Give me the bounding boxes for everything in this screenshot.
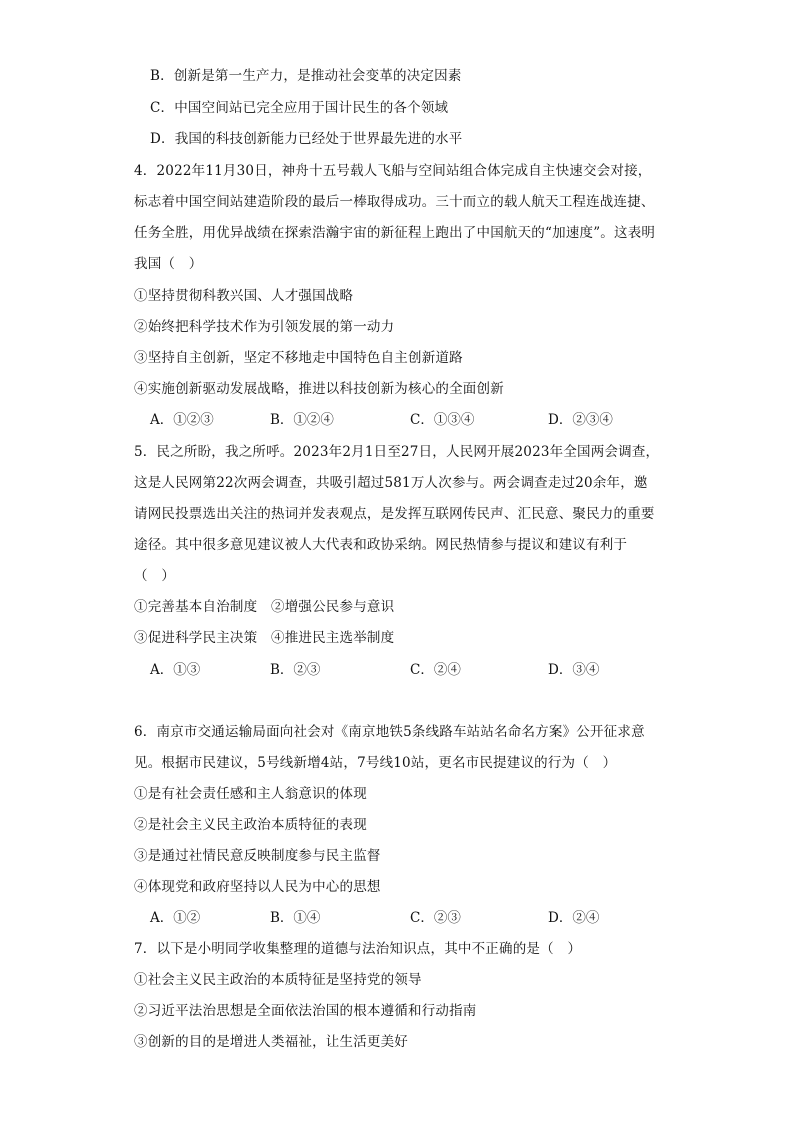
q5-statement-2: ③促进科学民主决策 ④推进民主选举制度	[134, 630, 395, 646]
q5-stem-line-3: 请网民投票选出关注的热词并发表观点，是发挥互联网传民声、汇民意、聚民力的重要	[134, 506, 655, 522]
q5-choice-a[interactable]: A．①③	[150, 662, 201, 678]
q5-choice-b[interactable]: B．②③	[270, 662, 321, 678]
q3-option-b: B．创新是第一生产力，是推动社会变革的决定因素	[150, 68, 462, 84]
q4-stem-line-2: 标志着中国空间站建造阶段的最后一棒取得成功。三十而立的载人航天工程连战连捷、	[134, 194, 655, 210]
q5-statement-1: ①完善基本自治制度 ②增强公民参与意识	[134, 599, 395, 615]
q6-stem-line-2: 见。根据市民建议，5号线新增4站，7号线10站，更名市民提建议的行为（ ）	[134, 755, 617, 771]
q6-choice-b[interactable]: B．①④	[270, 910, 321, 926]
q5-choice-d[interactable]: D．③④	[548, 662, 600, 678]
q5-stem-line-1: 5．民之所盼，我之所呼。2023年2月1日至27日，人民网开展2023年全国两会调查，	[134, 444, 660, 460]
q4-choice-c[interactable]: C．①③④	[410, 412, 475, 428]
q6-choice-a[interactable]: A．①②	[150, 910, 201, 926]
q5-stem-line-5: （ ）	[134, 568, 176, 584]
q7-statement-2: ②习近平法治思想是全面依法治国的根本遵循和行动指南	[134, 1003, 477, 1019]
q6-statement-1: ①是有社会责任感和主人翁意识的体现	[134, 786, 367, 802]
q4-choice-d[interactable]: D．②③④	[548, 412, 613, 428]
q4-choice-b[interactable]: B．①②④	[270, 412, 334, 428]
q6-statement-2: ②是社会主义民主政治本质特征的表现	[134, 817, 367, 833]
q7-statement-1: ①社会主义民主政治的本质特征是坚持党的领导	[134, 972, 422, 988]
q6-statement-4: ④体现党和政府坚持以人民为中心的思想	[134, 879, 381, 895]
q6-statement-3: ③是通过社情民意反映制度参与民主监督	[134, 848, 381, 864]
q6-choice-c[interactable]: C．②③	[410, 910, 461, 926]
q4-stem-line-3: 任务全胜，用优异战绩在探索浩瀚宇宙的新征程上跑出了中国航天的“加速度”。这表明	[134, 225, 656, 241]
q4-statement-4: ④实施创新驱动发展战略，推进以科技创新为核心的全面创新	[134, 381, 504, 397]
q4-choice-a[interactable]: A．①②③	[150, 412, 214, 428]
q3-option-d: D．我国的科技创新能力已经处于世界最先进的水平	[150, 131, 463, 147]
q4-statement-3: ③坚持自主创新，坚定不移地走中国特色自主创新道路	[134, 350, 463, 366]
q5-stem-line-2: 这是人民网第22次两会调查，共吸引超过581万人次参与。两会调查走过20余年，邀	[134, 475, 648, 491]
q7-stem-line-1: 7．以下是小明同学收集整理的道德与法治知识点，其中不正确的是（ ）	[134, 941, 582, 957]
q7-statement-3: ③创新的目的是增进人类福祉，让生活更美好	[134, 1034, 408, 1050]
q4-statement-1: ①坚持贯彻科教兴国、人才强国战略	[134, 288, 354, 304]
q4-statement-2: ②始终把科学技术作为引领发展的第一动力	[134, 319, 395, 335]
q6-choice-d[interactable]: D．②④	[548, 910, 600, 926]
q5-choice-c[interactable]: C．②④	[410, 662, 461, 678]
q4-stem-line-1: 4．2022年11月30日，神舟十五号载人飞船与空间站组合体完成自主快速交会对接，	[134, 163, 652, 179]
q4-stem-line-4: 我国（ ）	[134, 256, 203, 272]
q3-option-c: C．中国空间站已完全应用于国计民生的各个领域	[150, 100, 449, 116]
q6-stem-line-1: 6．南京市交通运输局面向社会对《南京地铁5条线路车站站名命名方案》公开征求意	[134, 724, 645, 740]
q5-stem-line-4: 途径。其中很多意见建议被人大代表和政协采纳。网民热情参与提议和建议有利于	[134, 537, 628, 553]
